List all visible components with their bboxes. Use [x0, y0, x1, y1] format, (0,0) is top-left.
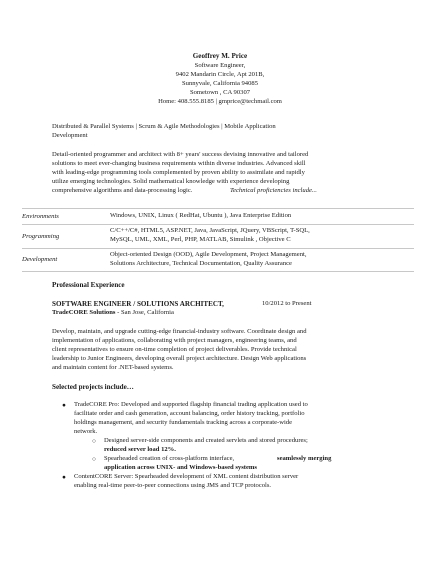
job-description-line: and maintain content for .NET-based systems.: [52, 364, 174, 371]
sub-bullet-circle-icon: ○: [92, 438, 96, 445]
candidate-title: Software Engineer,: [194, 62, 246, 69]
address-line-3: Sometown , CA 90307: [189, 89, 251, 96]
address-line-1: 9402 Mandarin Circle, Apt 201B,: [175, 71, 265, 78]
project-line: network.: [74, 428, 98, 435]
subproject-line: Designed server-side components and created servlets and stored procedures;: [104, 437, 308, 444]
contact-line: Home: 408.555.8185 | gmprice@techmail.com: [158, 98, 282, 105]
bullet-dot-icon: ●: [62, 474, 66, 481]
candidate-name: Geoffrey M. Price: [192, 52, 248, 60]
experience-heading: Professional Experience: [52, 281, 125, 289]
subproject-line-bold: application across UNIX- and Windows-based systems: [104, 464, 257, 471]
summary-line: solutions to meet ever-changing business requirements within diverse industries. Advanced skill: [52, 160, 306, 167]
skills-divider: [22, 208, 414, 209]
summary-line: comprehensive algorithms and data-processing logic.: [52, 187, 193, 194]
skill-key-environments: Environments: [22, 213, 59, 220]
job-description-line: leadership to Junior Engineers, developing overall project architecture. Design Web applications: [52, 355, 307, 362]
bullet-dot-icon: ●: [62, 402, 66, 409]
projects-heading: Selected projects include…: [52, 383, 134, 391]
project-line: enabling real-time peer-to-peer connections using JMS and TCP protocols.: [74, 482, 272, 489]
project-line: facilitate order and cash generation, account balancing, order history tracking, portfolio: [74, 410, 305, 417]
subproject-line-bold: reduced server load 12%.: [104, 446, 176, 453]
headline-line-2: Development: [52, 132, 88, 139]
skills-divider: [22, 224, 414, 225]
skill-value: Object-oriented Design (OOD), Agile Development, Project Management,: [110, 251, 307, 258]
job-dates: 10/2012 to Present: [262, 300, 312, 307]
job-company-line: [52, 309, 174, 317]
job-company: TradeCORE Solutions: [52, 309, 116, 316]
address-line-2: Sunnyvale, California 94085: [182, 80, 258, 87]
skills-divider: [22, 271, 414, 272]
skill-value: Windows, UNIX, Linux ( RedHat, Ubuntu ), Java Enterprise Edition: [110, 212, 292, 219]
summary-line: with leading-edge programming tools complemented by proven ability to assimilate and rapidly: [52, 169, 305, 176]
subproject-line-bold: seamlessly merging: [277, 455, 332, 462]
job-description-line: implementation of applications, collaborating with project managers, engineering teams, and: [52, 337, 297, 344]
proficiencies-label: Technical proficiencies include...: [230, 187, 317, 194]
summary-line: Detail-oriented programmer and architect with 8+ years' success devising innovative and tailored: [52, 151, 309, 158]
project-line: TradeCORE Pro: Developed and supported flagship financial trading application used to: [74, 401, 308, 408]
skill-value: Solutions Architecture, Technical Documentation, Quality Assurance: [110, 260, 292, 267]
subproject-line: Spearheaded creation of cross-platform interface,: [104, 455, 235, 462]
headline-line-1: Distributed & Parallel Systems | Scrum & Agile Methodologies | Mobile Application: [52, 123, 276, 130]
sub-bullet-circle-icon: ○: [92, 456, 96, 463]
project-line: ContentCORE Server: Spearheaded development of XML content distribution server: [74, 473, 299, 480]
job-description-line: client representatives to ensure on-time completion of project deliverables. Provide technical: [52, 346, 297, 353]
skills-divider: [22, 248, 414, 249]
job-role: SOFTWARE ENGINEER / SOLUTIONS ARCHITECT,: [52, 300, 224, 308]
skill-key-development: Development: [22, 256, 58, 263]
summary-line: utilize emerging technologies. Solid mathematical knowledge with experience developing: [52, 178, 290, 185]
job-description-line: Develop, maintain, and upgrade cutting-edge financial-industry software. Coordinate design and: [52, 328, 307, 335]
skill-key-programming: Programming: [22, 233, 60, 240]
skill-value: MySQL, UML, XML, Perl, PHP, MATLAB, Simulink , Objective C: [110, 236, 291, 243]
job-location: - San Jose, California: [115, 309, 174, 316]
skill-value: C/C++/C#, HTML5, ASP.NET, Java, JavaScript, JQuery, VBScript, T-SQL,: [110, 227, 310, 234]
project-line: holdings management, and security fundamentals tracking across a corporate-wide: [74, 419, 293, 426]
